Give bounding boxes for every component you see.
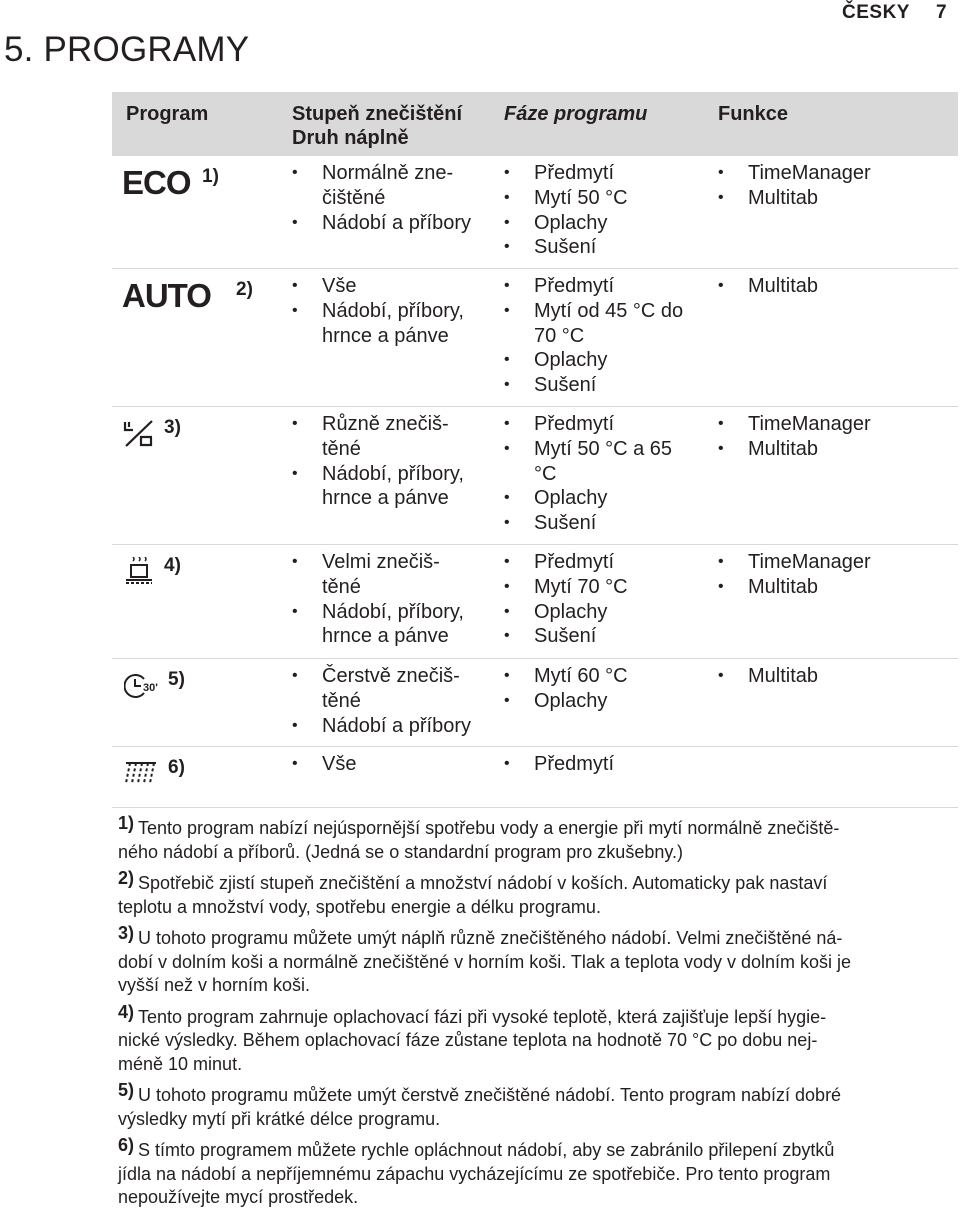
col-program-header: Program (126, 103, 209, 125)
list-item-continuation: těné (322, 437, 361, 460)
program-note-ref: 3) (164, 417, 181, 438)
footnote (118, 812, 958, 864)
intensive-pot-icon (124, 557, 154, 585)
phases-cell (504, 752, 614, 777)
soil-cell (292, 664, 471, 738)
footnote-number: 1) (118, 813, 135, 833)
footnote-line: ného nádobí a příborů. (Jedná se o standardní program pro zkušebny.) (118, 841, 684, 862)
col-soil-header (292, 102, 462, 150)
list-item: • Oplachy (504, 689, 628, 714)
list-item: • Sušení (504, 235, 628, 260)
program-note-ref: 5) (168, 669, 185, 690)
footnote-line: S tímto programem můžete rychle opláchnout nádobí, aby se zabránilo přilepení zbytků (138, 1140, 835, 1160)
program-note-ref: 4) (164, 555, 181, 576)
footnotes (118, 812, 958, 1213)
header-language: ČESKY (842, 2, 910, 23)
list-item-continuation: hrnce a pánve (322, 487, 449, 510)
list-item: • Různě znečiš- (292, 412, 464, 437)
table-header (112, 92, 958, 156)
phases-cell (504, 550, 628, 649)
list-item: • Předmytí (504, 752, 614, 777)
footnote-line: teplotu a množství vody, spotřebu energie a délku programu. (118, 896, 601, 917)
list-item: • TimeManager (718, 412, 871, 437)
list-item: • Oplachy (504, 348, 683, 373)
list-item: • Multitab (718, 186, 871, 211)
footnote (118, 1079, 958, 1131)
list-item: • Multitab (718, 575, 871, 600)
list-item: • Mytí 50 °C a 65 (504, 437, 672, 462)
footnote (118, 867, 958, 919)
svg-text:30': 30' (143, 682, 158, 694)
phases-cell (504, 412, 672, 536)
footnote-number: 5) (118, 1080, 135, 1100)
program-note-ref: 6) (168, 757, 185, 778)
list-item: • Oplachy (504, 486, 672, 511)
footnote-line: vyšší než v horním koši. (118, 975, 311, 995)
list-item: • Vše (292, 274, 464, 299)
list-item: • Multitab (718, 437, 871, 462)
col-functions-header: Funkce (718, 103, 789, 125)
footnote-line: U tohoto programu můžete umýt čerstvě znečištěné nádobí. Tento program nabízí dobré (138, 1085, 842, 1105)
functions-cell (718, 550, 871, 600)
table-row (112, 268, 958, 407)
footnote-number: 2) (118, 868, 135, 888)
table-row (112, 746, 958, 808)
list-item: • Vše (292, 752, 356, 777)
footnote-line: méně 10 minut. (118, 1053, 243, 1074)
col-soil-header-line1: Stupeň znečištění (292, 103, 463, 125)
footnote-line: U tohoto programu můžete umýt náplň různě znečištěného nádobí. Velmi znečištěné ná- (138, 928, 843, 948)
table-row (112, 156, 958, 268)
footnote-line: jídla na nádobí a nepříjemnému zápachu vycházejícímu ze spotřebiče. Pro tento program (118, 1163, 831, 1184)
program-note-ref: 1) (202, 166, 219, 187)
list-item: • Sušení (504, 373, 683, 398)
footnote (118, 1001, 958, 1077)
col-soil-header-line2: Druh náplně (292, 127, 409, 149)
footnote-number: 3) (118, 923, 135, 943)
footnote-line: nepoužívejte mycí prostředek. (118, 1187, 359, 1207)
phases-cell (504, 161, 628, 260)
list-item-continuation: těné (322, 689, 361, 712)
footnote-line: Spotřebič zjistí stupeň znečištění a množství nádobí v koších. Automaticky pak nastaví (138, 873, 828, 893)
list-item-continuation: těné (322, 575, 361, 598)
list-item-continuation: °C (534, 462, 557, 485)
list-item: • Sušení (504, 511, 672, 536)
footnote-line: dobí v dolním koši a normálně znečištěné v horním koši. Tlak a teplota vody v dolním koši je (118, 951, 852, 972)
mixed-soil-icon (122, 419, 156, 449)
table-row (112, 406, 958, 545)
list-item: • Nádobí, příbory, (292, 462, 464, 487)
list-item-continuation: čištěné (322, 186, 386, 209)
list-item: • TimeManager (718, 161, 871, 186)
functions-cell (718, 161, 871, 211)
table-row (112, 658, 958, 747)
soil-cell (292, 550, 464, 649)
list-item: • Multitab (718, 274, 818, 299)
section-title: 5. PROGRAMY (4, 30, 250, 69)
soil-cell (292, 412, 464, 511)
footnote-line: výsledky mytí při krátké délce programu. (118, 1108, 441, 1129)
functions-cell (718, 412, 871, 462)
list-item: • Nádobí a příbory (292, 211, 471, 236)
list-item-continuation: hrnce a pánve (322, 625, 449, 648)
list-item: • Nádobí, příbory, (292, 600, 464, 625)
soil-cell (292, 752, 356, 777)
list-item: • Předmytí (504, 550, 628, 575)
table-row (112, 544, 958, 659)
list-item: • Oplachy (504, 211, 628, 236)
list-item: • TimeManager (718, 550, 871, 575)
list-item: • Čerstvě znečiš- (292, 664, 471, 689)
list-item: • Normálně zne- (292, 161, 471, 186)
list-item: • Mytí 60 °C (504, 664, 628, 689)
programs-table (112, 92, 958, 806)
auto-logo: AUTO (122, 277, 211, 314)
col-phases-header: Fáze programu (504, 103, 648, 125)
list-item-continuation: hrnce a pánve (322, 324, 449, 347)
phases-cell (504, 274, 683, 398)
functions-cell (718, 274, 818, 299)
footnote (118, 922, 958, 998)
list-item: • Multitab (718, 664, 818, 689)
rinse-hold-icon (122, 759, 162, 787)
phases-cell (504, 664, 628, 714)
functions-cell (718, 664, 818, 689)
footnote-line: Tento program nabízí nejúspornější spotřebu vody a energie při mytí normálně znečiště- (138, 818, 840, 838)
list-item: • Předmytí (504, 274, 683, 299)
footnote-line: nické výsledky. Během oplachovací fáze zůstane teplota na hodnotě 70 °C po dobu nej- (118, 1030, 818, 1050)
page-number: 7 (936, 2, 947, 23)
soil-cell (292, 274, 464, 348)
list-item: • Mytí 50 °C (504, 186, 628, 211)
list-item: • Nádobí, příbory, (292, 299, 464, 324)
footnote-line: Tento program zahrnuje oplachovací fázi při vysoké teplotě, která zajišťuje lepší hygie- (138, 1006, 827, 1027)
list-item: • Sušení (504, 624, 628, 649)
footnote-number: 4) (118, 1001, 135, 1022)
list-item: • Nádobí a příbory (292, 714, 471, 739)
list-item: • Oplachy (504, 600, 628, 625)
soil-cell (292, 161, 471, 235)
list-item-continuation: 70 °C (534, 324, 585, 347)
list-item: • Předmytí (504, 161, 628, 186)
footnote-number: 6) (118, 1135, 135, 1155)
list-item: • Mytí 70 °C (504, 575, 628, 600)
footnote (118, 1134, 958, 1210)
program-note-ref: 2) (236, 279, 253, 300)
eco-logo: ECO (122, 164, 191, 201)
quick-30-icon (124, 671, 162, 701)
list-item: • Mytí od 45 °C do (504, 299, 683, 324)
list-item: • Velmi znečiš- (292, 550, 464, 575)
list-item: • Předmytí (504, 412, 672, 437)
